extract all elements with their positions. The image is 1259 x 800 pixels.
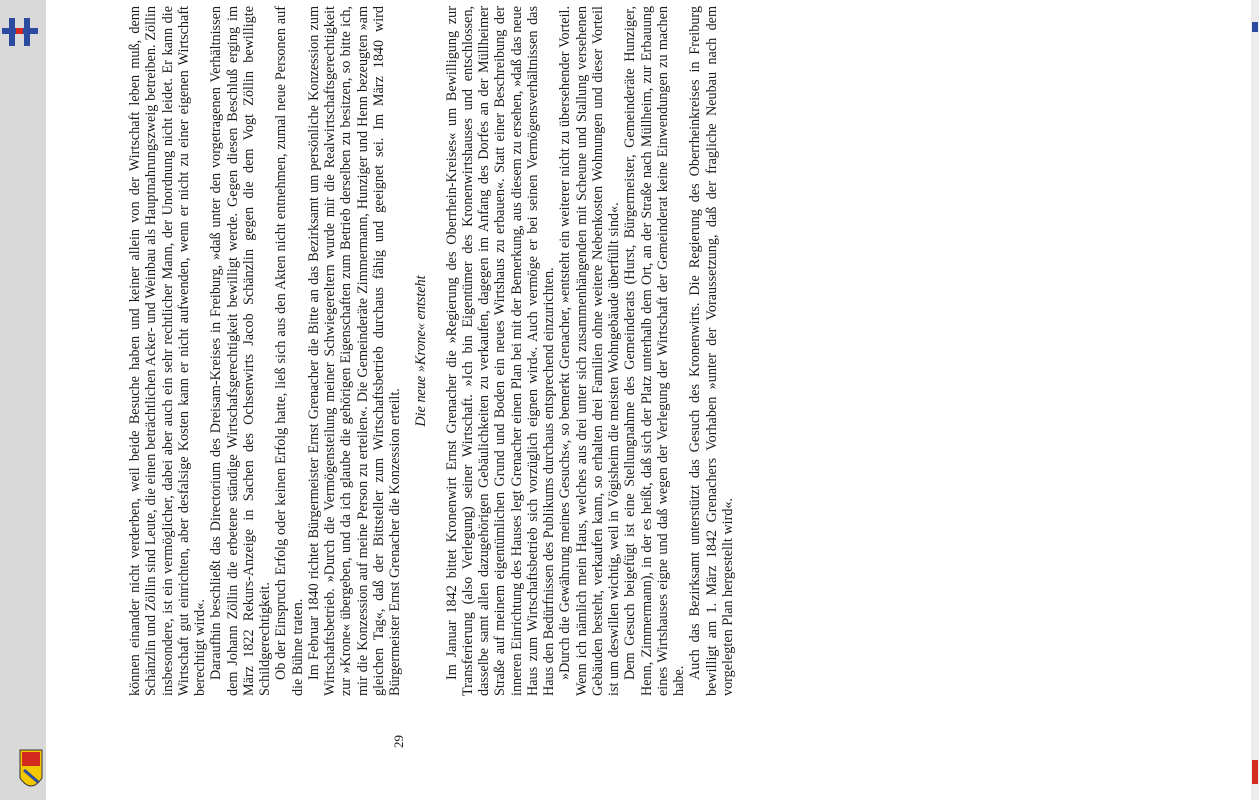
paragraph-3: Ob der Einspruch Erfolg oder keinen Erfolg hatte, ließ sich aus den Akten nicht entnehmen, zumal neue Personen auf die Bühne traten.: [273, 6, 306, 696]
paragraph-6: »Durch die Gewährung meines Gesuchs«, so bemerkt Grenacher, »entsteht ein weiterer nicht zu übersehender Vorteil. Wenn ich nämlich mein Haus, welches aus drei unter sich zusammenhängenden mit Scheune und Stallung versehenen Gebäuden besteht, verkaufen kann, so erhalten drei Familien ohne weitere Nebenkosten Wohnungen und dieser Vorteil ist um deswillen wichtig, weil in Vögisheim die meisten Wohngebäude überfüllt sind«.: [557, 6, 622, 696]
society-crest-icon: [18, 748, 44, 798]
paragraph-7: Dem Gesuch beigefügt ist eine Stellungnahme des Gemeinderats (Hurst, Bürgermeister, Gemeinderäte Hunziger, Henn, Zimmermann), in der es heißt, daß sich der Platz unterhalb dem Ort, an der Straße nach Müllheim, zur Erbauung eines Wirtshauses eigne und daß wegen der Verlegung der Wirtschaft der Gemeinderat keine Einwendungen zu machen habe.: [622, 6, 687, 696]
section-heading: Die neue »Krone« entsteht: [413, 275, 430, 427]
paragraph-5: Im Januar 1842 bittet Kronenwirt Ernst Grenacher die »Regierung des Oberrhein-Kreises« um Bewilligung zur Transferierung (also Verlegung) seiner Wirtschaft. »Ich bin Eigentümer des Kronenwirtshauses und entschlossen, dasselbe samt allen dazugehörigen Gebäulichkeiten zu verkaufen, dagegen im Anfang des Dorfes an der Müllheimer Straße auf meinem eigentümlichen Grund und Boden ein neues Wirtshaus zu erbauen«. Statt einer Beschreibung der inneren Einrichtung des Hauses legt Grenacher einen Plan bei mit der Bemerkung, aus diesem zu ersehen, »daß das neue Haus zum Wirtschaftsbetrieb sich vorzüglich eignen wird«. Auch vermöge er bei seinen Vermögensverhältnissen das Haus den Bedürfnissen des Publikums durchaus entsprechend einzurichten.: [443, 6, 557, 696]
edge-marker-icon: [1252, 22, 1258, 32]
right-edge-strip: [1251, 0, 1259, 800]
page-number: 29: [391, 735, 406, 748]
left-info-strip: [0, 0, 46, 800]
paragraph-1: können einander nicht verderben, weil beide Besuche haben und keiner allein von der Wirtschaft leben muß, denn Schänzlin und Zöllin sind Leute, die einen beträchtlichen Acker- und Weinbau als Hauptnahrungszweig betreiben. Zöllin insbesondere, ist ein vermöglicher, dabei aber auch ein sehr rechtlicher Mann, der Unordnung nicht leidet. Er kann die Wirtschaft gut einrichten, aber desfalsige Kosten kann er nicht aufwenden, wenn er nicht zu einer eigenen Wirtschaft berechtigt wird«.: [127, 6, 208, 696]
edge-crest-icon: [1252, 760, 1258, 784]
rotated-page: [46, 0, 1251, 800]
paragraph-2: Daraufhin beschließt das Directorium des Dreisam-Kreises in Freiburg, »daß unter den vorgetragenen Verhältnissen dem Johann Zöllin die erbetene ständige Wirtschafsgerechtigkeit bewilligt werde. Gegen diesen Beschluß erging im März 1822 Rekurs-Anzeige in Sachen des Ochsenwirts Jacob Schänzlin gegen die dem Vogt Zöllin bewilligte Schildgerechtigkeit.: [208, 6, 273, 696]
paragraph-4: Im Februar 1840 richtet Bürgermeister Ernst Grenacher die Bitte an das Bezirksamt um persönliche Konzession zum Wirtschaftsbetrieb. »Durch die Vermögensteilung meiner Schwiegereltern wurde mir die Realwirtschaftsgerechtigkeit zur »Krone« übergeben, und da ich glaube die gehörigen Eigenschaften zum Betrieb derselben zu besitzen, so bitte ich, mir die Konzession auf meine Person zu erteilen«. Die Gemeinderäte Zimmermann, Hunziger und Henn bezeugten »am gleichen Tag«, daß der Bittsteller zum Wirtschaftsbetrieb durchaus fähig und geeignet sei. Im März 1840 wird Bürgermeister Ernst Grenacher die Konzession erteilt.: [305, 6, 403, 696]
paragraph-8: Auch das Bezirksamt unterstützt das Gesuch des Kronenwirts. Die Regierung des Oberrheinkreises in Freiburg bewilligt am 1. März 1842 Grenachers Vorhaben »unter der Voraussetzung, daß der fragliche Neubau nach dem vorgelegten Plan hergestellt wird«.: [687, 6, 736, 696]
university-logo-icon: [2, 12, 38, 52]
page-column-top: [127, 6, 736, 696]
